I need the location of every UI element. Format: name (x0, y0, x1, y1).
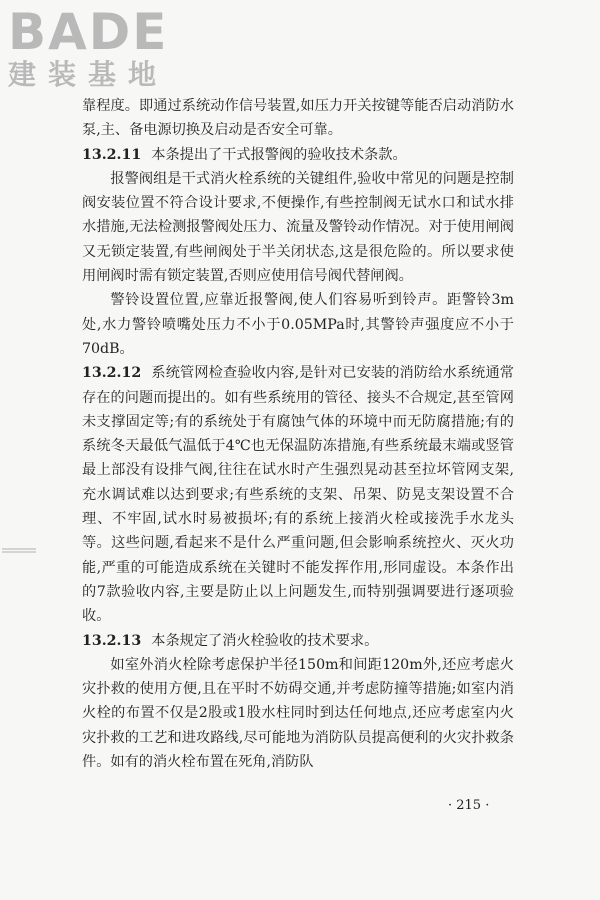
page-number: · 215 · (448, 798, 490, 813)
paragraph-text: 靠程度。即通过系统动作信号装置,如压力开关按键等能否启动消防水泵,主、备电源切换及启动是否安全可靠。 (82, 98, 514, 139)
logo-wordmark: BADE (8, 3, 169, 61)
clause-13-2-12 (82, 361, 514, 628)
clause-number: 13.2.12 (82, 365, 142, 382)
paragraph-alarm-bell (82, 288, 514, 361)
paragraph-hydrant (82, 653, 514, 774)
clause-13-2-13 (82, 629, 514, 653)
clause-number: 13.2.13 (82, 632, 142, 649)
logo-subtitle: 建装基地 (8, 58, 169, 91)
clause-text: 系统管网检查验收内容,是针对已安装的消防给水系统通常存在的问题而提出的。如有些系统用的管径、接头不合规定,甚至管网未支撑固定等;有的系统处于有腐蚀气体的环境中而无防腐措施;有的系统冬天最低气温低于4℃也无保温防冻措施,有些系统最末端或竖管最上部没有设排气阀,往往在试水时产生强烈晃动甚至拉坏管网支架,充水调试难以达到要求;有些系统的支架、吊架、防晃支架设置不合理、不牢固,试水时易被损坏;有的系统上接消火栓或接洗手水龙头等。这些问题,看起来不是什么严重问题,但会影响系统控火、灭火功能,严重的可能造成系统在关键时不能发挥作用,形同虚设。本条作出的7款验收内容,主要是防止以上问题发生,而特别强调要进行逐项验收。 (82, 365, 514, 625)
bade-logo (6, 4, 186, 94)
document-body (82, 94, 514, 774)
paragraph-continuation (82, 94, 514, 143)
binding-mark-icon (2, 548, 36, 553)
clause-13-2-11 (82, 143, 514, 167)
clause-text: 本条提出了干式报警阀的验收技术条款。 (151, 146, 407, 163)
paragraph-alarm-valve (82, 167, 514, 288)
clause-number: 13.2.11 (82, 146, 142, 163)
paragraph-text: 如室外消火栓除考虑保护半径150m和间距120m外,还应考虑火灾扑救的使用方便,且在平时不妨碍交通,并考虑防撞等措施;如室内消火栓的布置不仅是2股或1股水柱同时到达任何地点,还应考虑室内火灾扑救的工艺和进攻路线,尽可能地为消防队员提高便利的火灾扑救条件。如有的消火栓布置在死角,消防队 (82, 656, 514, 771)
paragraph-text: 报警阀组是干式消火栓系统的关键组件,验收中常见的问题是控制阀安装位置不符合设计要求,不便操作,有些控制阀无试水口和试水排水措施,无法检测报警阀处压力、流量及警铃动作情况。对于使用闸阀又无锁定装置,有些闸阀处于半关闭状态,这是很危险的。所以要求使用闸阀时需有锁定装置,否则应使用信号阀代替闸阀。 (82, 170, 514, 285)
clause-text: 本条规定了消火栓验收的技术要求。 (151, 632, 379, 649)
paragraph-text: 警铃设置位置,应靠近报警阀,使人们容易听到铃声。距警铃3m处,水力警铃喷嘴处压力不小于0.05MPa时,其警铃声强度应不小于70dB。 (82, 292, 514, 357)
